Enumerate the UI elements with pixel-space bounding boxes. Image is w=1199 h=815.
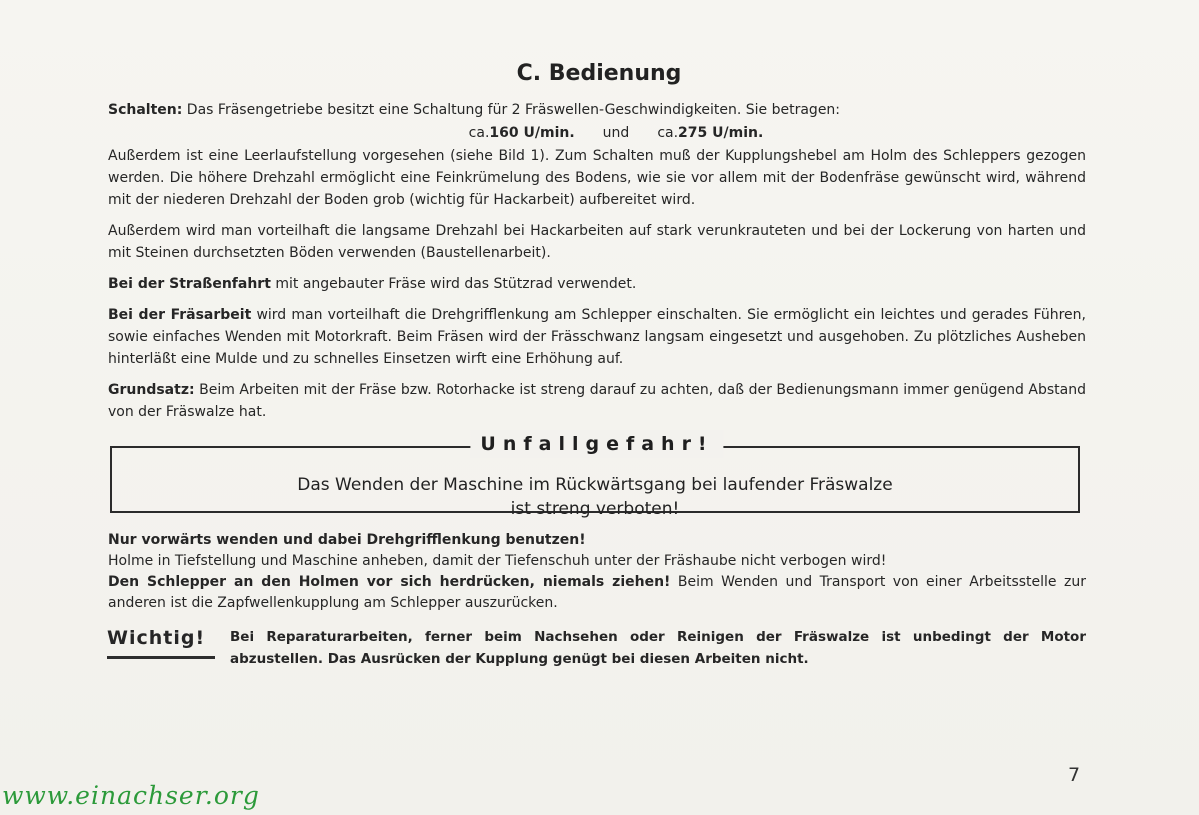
section-title: C. Bedienung [516,61,682,86]
warning-title: Unfallgefahr! [470,430,723,458]
paragraph-leerlauf: Außerdem ist eine Leerlaufstellung vorgesehen (siehe Bild 1). Zum Schalten muß der Kupplungshebel am Holm des Schleppers gezogen werden. Die höhere Drehzahl ermöglicht eine Feinkrümelung des Bodens, wie sie vor allem mit der Bodenfräse gewünscht wird, während mit der niederen Drehzahl der Boden grob (wichtig für Hackarbeit) aufbereitet wird. [108,148,1086,208]
strassenfahrt-label: Bei der Straßenfahrt [108,276,271,292]
instruction-line-3 [108,572,1086,614]
page-content [108,60,1086,674]
grundsatz-text: Beim Arbeiten mit der Fräse bzw. Rotorhacke ist streng darauf zu achten, daß der Bedienungsmann immer genügend Abstand von der Fräswalze hat. [108,382,1086,420]
important-label: Wichtig! [107,627,206,649]
paragraph-fraesarbeit [108,304,1086,370]
speed-values [146,122,1086,144]
instruction-line-3-bold: Den Schlepper an den Holmen vor sich herdrücken, niemals ziehen! [108,574,671,590]
instruction-line-1: Nur vorwärts wenden und dabei Drehgrifflenkung benutzen! [108,532,586,548]
warning-line-2: ist streng verboten! [510,499,680,519]
paragraph-schalten [108,99,1086,121]
website-watermark: www.einachser.org [2,781,260,810]
grundsatz-label: Grundsatz: [108,382,195,398]
page-number: 7 [1068,764,1081,786]
speed-prefix-2: ca. [657,125,679,141]
paragraph-langsam: Außerdem wird man vorteilhaft die langsame Drehzahl bei Hackarbeiten auf stark verunkrauteten und bei der Lockerung von harten und mit Steinen durchsetzten Böden verwenden (Baustellenarbeit). [108,223,1086,261]
instruction-line-2: Holme in Tiefstellung und Maschine anheben, damit der Tiefenschuh unter der Fräshaube nicht verbogen wird! [108,553,887,569]
fraesarbeit-label: Bei der Fräsarbeit [108,307,252,323]
speed-value-2: 275 U/min. [678,125,764,141]
paragraph-grundsatz [108,379,1086,423]
strassenfahrt-text: mit angebauter Fräse wird das Stützrad verwendet. [270,276,637,292]
warning-line-1: Das Wenden der Maschine im Rückwärtsgang bei laufender Fräswalze [297,475,893,495]
speed-value-1: 160 U/min. [489,125,575,141]
important-note [108,624,1086,674]
schalten-text: Das Fräsengetriebe besitzt eine Schaltung für 2 Fräswellen-Geschwindigkeiten. Sie betragen: [182,102,841,118]
instructions-after-warning [108,530,1086,614]
important-text: Bei Reparaturarbeiten, ferner beim Nachsehen oder Reinigen der Fräswalze ist unbedingt der Motor abzustellen. Das Ausrücken der Kupplung genügt bei diesen Arbeiten nicht. [230,629,1086,667]
fraesarbeit-text: wird man vorteilhaft die Drehgrifflenkung am Schlepper einschalten. Sie ermöglicht ein leichtes und gerades Führen, sowie einfaches Wenden mit Motorkraft. Beim Fräsen wird der Frässchwanz langsam eingesetzt und ausgehoben. Zu plötzliches Ausheben hinterläßt eine Mulde und zu schnelles Einsetzen wirft eine Erhöhung auf. [108,307,1086,367]
speed-prefix-1: ca. [468,125,490,141]
warning-block [108,432,1086,528]
schalten-label: Schalten: [108,102,183,118]
paragraph-strassenfahrt [108,273,1086,295]
instruction-line-3-rest: Beim Wenden und Transport von einer Arbeitsstelle zur anderen ist die Zapfwellenkupplung am Schlepper auszurücken. [108,574,1087,611]
important-underline [107,656,215,659]
warning-text [112,473,1078,521]
speed-conjunction: und [602,125,630,141]
